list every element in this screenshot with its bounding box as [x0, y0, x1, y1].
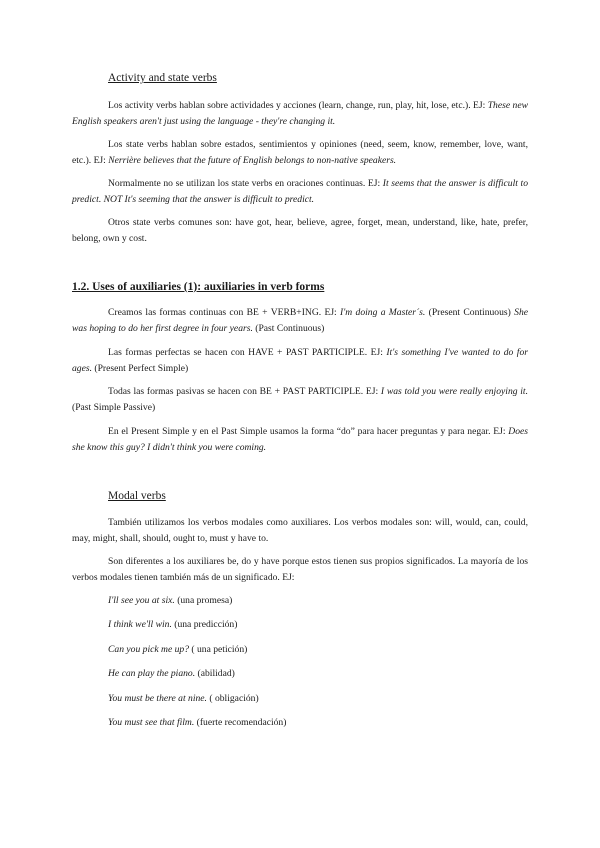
passive-forms-text: Todas las formas pasivas se hacen con BE + PAST PARTICIPLE. EJ: [108, 386, 381, 397]
do-example: Does she know this guy? I didn't think you were coming. [72, 426, 528, 453]
other-state-verbs-paragraph [72, 215, 528, 247]
perfect-forms-paragraph [72, 345, 528, 377]
modal-example-meaning: ( una petición) [189, 644, 248, 655]
do-forms-text: En el Present Simple y en el Past Simple usamos la forma “do” para hacer preguntas y para negar. EJ: [108, 426, 509, 437]
activity-paragraph [72, 98, 528, 130]
modal-heading: Modal verbs [108, 490, 166, 502]
modal-example-sentence: He can play the piano. [108, 668, 196, 679]
perfect-example: It's something I've wanted to do for ages. [72, 347, 529, 374]
continuous-label-1: (Present Continuous) [425, 307, 515, 318]
continuous-text: Normalmente no se utilizan los state verbs en oraciones continuas. EJ: [108, 178, 383, 189]
modal-example-item [108, 593, 232, 609]
state-text: Los state verbs hablan sobre estados, sentimientos y opiniones (need, seem, know, remember, love, want, etc.). EJ: [72, 139, 528, 166]
modal-example-sentence: You must see that film. [108, 717, 195, 728]
modal-example-item [108, 715, 286, 731]
modal-paragraph-1: También utilizamos los verbos modales como auxiliares. Los verbos modales son: will, would, can, could, may, might, shall, should, ought to, must y have to. [72, 517, 528, 544]
activity-heading: Activity and state verbs [108, 72, 217, 84]
state-paragraph [72, 137, 528, 169]
do-forms-paragraph [72, 424, 528, 456]
modal-example-meaning: (una predicción) [171, 619, 238, 630]
passive-forms-paragraph [72, 384, 528, 416]
modal-example-item [108, 691, 259, 707]
perfect-forms-text: Las formas perfectas se hacen con HAVE + PAST PARTICIPLE. EJ: [108, 347, 387, 358]
continuous-example: It seems that the answer is difficult to predict. NOT It's seeming that the answer is difficult to predict. [72, 178, 528, 205]
modal-example-sentence: I think we'll win. [108, 619, 172, 630]
continuous-label-2: (Past Continuous) [252, 323, 325, 334]
modal-example-meaning: (fuerte recomendación) [194, 717, 287, 728]
state-example: Nerrière believes that the future of English belongs to non-native speakers. [108, 155, 397, 166]
modal-example-meaning: ( obligación) [206, 693, 259, 704]
continuous-example-2: She was hoping to do her first degree in four years. [72, 307, 529, 334]
modal-paragraph-2: Son diferentes a los auxiliares be, do y have porque estos tienen sus propios significados. La mayoría de los verbos modales tienen también más de un significado. EJ: [72, 556, 528, 583]
perfect-label: (Present Perfect Simple) [91, 363, 189, 374]
other-state-verbs-text: Otros state verbs comunes son: have got, hear, believe, agree, forget, mean, understand, like, hate, prefer, belong, own y cost. [72, 217, 528, 244]
modal-example-sentence: I'll see you at six. [108, 595, 175, 606]
continuous-paragraph [72, 176, 528, 208]
modal-example-item [108, 617, 237, 633]
passive-label: (Past Simple Passive) [72, 402, 156, 413]
continuous-forms-paragraph [72, 305, 528, 337]
modal-example-item [108, 666, 235, 682]
modal-example-sentence: You must be there at nine. [108, 693, 207, 704]
modal-example-meaning: (una promesa) [174, 595, 233, 606]
modal-example-sentence: Can you pick me up? [108, 644, 189, 655]
continuous-example-1: I'm doing a Master´s. [340, 307, 426, 318]
continuous-forms-text: Creamos las formas continuas con BE + VERB+ING. EJ: [108, 307, 341, 318]
auxiliaries-heading: 1.2. Uses of auxiliaries (1): auxiliaries in verb forms [72, 281, 325, 293]
activity-text: Los activity verbs hablan sobre actividades y acciones (learn, change, run, play, hit, lose, etc.). EJ: [108, 100, 488, 111]
passive-example: I was told you were really enjoying it. [380, 386, 528, 397]
modal-example-meaning: (abilidad) [195, 668, 235, 679]
activity-example: These new English speakers aren't just using the language - they're changing it. [72, 100, 528, 127]
modal-example-item [108, 642, 247, 658]
